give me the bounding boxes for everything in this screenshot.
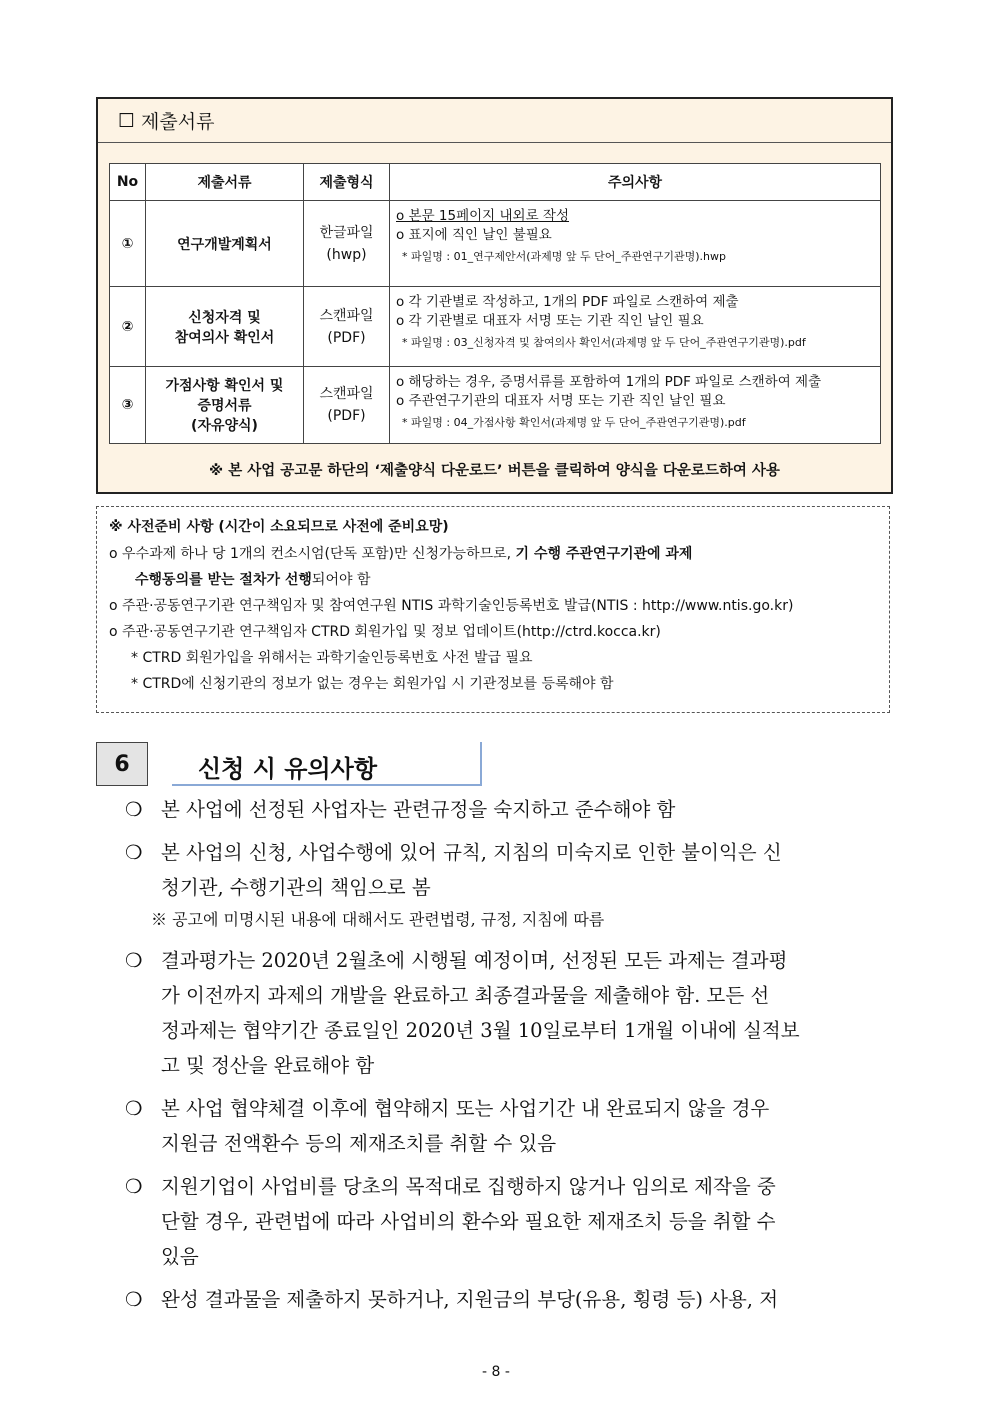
doc-format: 스캔파일 (PDF) <box>304 287 390 367</box>
submission-table <box>109 163 881 444</box>
col-header-no: No <box>110 164 146 201</box>
note-line: o 해당하는 경우, 증명서류를 포함하여 1개의 PDF 파일로 스캔하여 제출 <box>396 374 822 390</box>
note-line: o 각 기관별로 작성하고, 1개의 PDF 파일로 스캔하여 제출 <box>396 294 739 310</box>
doc-notes <box>390 287 881 367</box>
section-number: 6 <box>96 742 148 786</box>
file-name-note: * 파일명 : 03_신청자격 및 참여의사 확인서(과제명 앞 두 단어_주관연구기관명).pdf <box>402 336 806 349</box>
note-line: o 본문 15페이지 내외로 작성 <box>396 208 570 224</box>
section-title: 신청 시 유의사항 <box>172 742 482 786</box>
col-header-doc: 제출서류 <box>146 164 304 201</box>
bullet-item: ❍ 본 사업의 신청, 사업수행에 있어 규칙, 지침의 미숙지로 인한 불이익은 신 청기관, 수행기관의 책임으로 봄 ※ 공고에 미명시된 내용에 대해서도 관련법령, 규정, 지침에 따름 <box>125 835 897 935</box>
circle-bullet-icon: ❍ <box>125 841 143 864</box>
doc-name: 신청자격 및 참여의사 확인서 <box>146 287 304 367</box>
circle-bullet-icon: ❍ <box>125 949 143 972</box>
bullet-item: ❍ 본 사업 협약체결 이후에 협약해지 또는 사업기간 내 완료되지 않을 경우 지원금 전액환수 등의 제재조치를 취할 수 있음 <box>125 1091 897 1161</box>
note-line: o 각 기관별로 대표자 서명 또는 기관 직인 날인 필요 <box>396 313 704 329</box>
circle-bullet-icon: ❍ <box>125 1175 143 1198</box>
checkbox-icon: ☐ <box>118 109 136 132</box>
bullet-item: ❍ 완성 결과물을 제출하지 못하거나, 지원금의 부당(유용, 횡령 등) 사용, 저 <box>125 1282 897 1317</box>
file-name-note: * 파일명 : 01_연구제안서(과제명 앞 두 단어_주관연구기관명).hwp <box>402 250 726 263</box>
file-name-note: * 파일명 : 04_가점사항 확인서(과제명 앞 두 단어_주관연구기관명).pdf <box>402 416 746 429</box>
bullet-note: ※ 공고에 미명시된 내용에 대해서도 관련법령, 규정, 지침에 따름 <box>151 910 605 929</box>
table-row <box>110 367 881 444</box>
doc-name: 가점사항 확인서 및 증명서류 (자유양식) <box>146 367 304 444</box>
doc-name: 연구개발계획서 <box>146 201 304 287</box>
col-header-notes: 주의사항 <box>390 164 881 201</box>
table-row <box>110 201 881 287</box>
submission-footer-note: ※ 본 사업 공고문 하단의 ‘제출양식 다운로드’ 버튼을 클릭하여 양식을 다운로드하여 사용 <box>209 463 780 479</box>
prep-line: o 우수과제 하나 당 1개의 컨소시엄(단독 포함)만 신청가능하므로, 기 수행 주관연구기관에 과제 <box>109 546 693 562</box>
bullet-item: ❍ 결과평가는 2020년 2월초에 시행될 예정이며, 선정된 모든 과제는 결과평 가 이전까지 과제의 개발을 완료하고 최종결과물을 제출해야 함. 모든 선 정과제는 협약기간 종료일인 2020년 3월 10일로부터 1개월 이내에 실적보 고 및 정산을 완료해야 함 <box>125 943 897 1083</box>
submission-box <box>96 97 893 494</box>
prep-subnote: * CTRD에 신청기관의 정보가 없는 경우는 회원가입 시 기관정보를 등록해야 함 <box>131 676 614 692</box>
prep-title: ※ 사전준비 사항 (시간이 소요되므로 사전에 준비요망) <box>109 519 449 535</box>
note-line: o 주관연구기관의 대표자 서명 또는 기관 직인 날인 필요 <box>396 393 726 409</box>
page-number: - 8 - <box>482 1364 510 1380</box>
doc-notes <box>390 367 881 444</box>
circle-bullet-icon: ❍ <box>125 1288 143 1311</box>
notice-bullets <box>125 792 897 1325</box>
doc-format: 한글파일 (hwp) <box>304 201 390 287</box>
circle-bullet-icon: ❍ <box>125 798 143 821</box>
bullet-item: ❍ 지원기업이 사업비를 당초의 목적대로 집행하지 않거나 임의로 제작을 중 단할 경우, 관련법에 따라 사업비의 환수와 필요한 제재조치 등을 취할 수 있음 <box>125 1169 897 1274</box>
prep-line: 수행동의를 받는 절차가 선행되어야 함 <box>135 572 371 588</box>
bullet-item: ❍ 본 사업에 선정된 사업자는 관련규정을 숙지하고 준수해야 함 <box>125 792 897 827</box>
submission-header <box>98 99 891 143</box>
doc-format: 스캔파일 (PDF) <box>304 367 390 444</box>
prep-subnote: * CTRD 회원가입을 위해서는 과학기술인등록번호 사전 발급 필요 <box>131 650 533 666</box>
row-number: ③ <box>110 367 146 444</box>
circle-bullet-icon: ❍ <box>125 1097 143 1120</box>
prep-line-ctrd: o 주관·공동연구기관 연구책임자 CTRD 회원가입 및 정보 업데이트(http://ctrd.kocca.kr) <box>109 624 661 640</box>
prep-line-ntis: o 주관·공동연구기관 연구책임자 및 참여연구원 NTIS 과학기술인등록번호 발급(NTIS : http://www.ntis.go.kr) <box>109 598 794 614</box>
note-line: o 표지에 직인 날인 불필요 <box>396 227 552 243</box>
row-number: ② <box>110 287 146 367</box>
prep-box <box>96 506 890 713</box>
submission-title: 제출서류 <box>141 111 215 133</box>
table-row <box>110 287 881 367</box>
col-header-format: 제출형식 <box>304 164 390 201</box>
table-header-row <box>110 164 881 201</box>
doc-notes <box>390 201 881 287</box>
row-number: ① <box>110 201 146 287</box>
